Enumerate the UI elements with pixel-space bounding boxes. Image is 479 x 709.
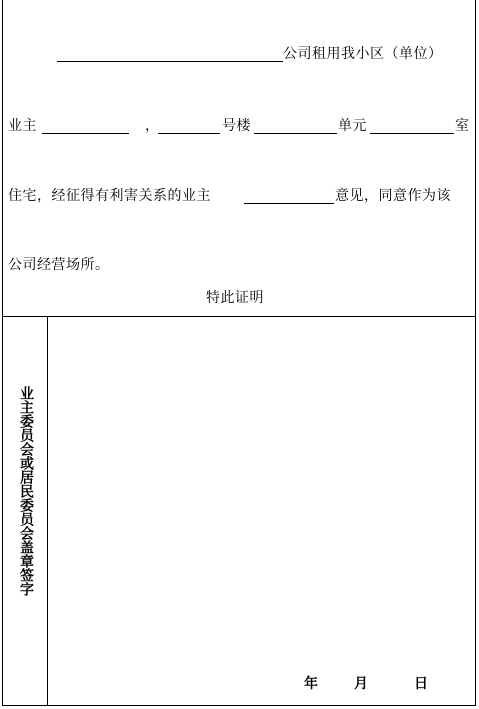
year-label: 年 <box>304 676 318 692</box>
comma-text: ， <box>145 118 160 134</box>
company-name-blank <box>57 61 283 62</box>
table-frame <box>2 0 476 706</box>
building-number-blank <box>158 133 220 134</box>
unit-label: 单元 <box>338 118 367 134</box>
interested-owner-blank <box>244 203 334 204</box>
committee-seal-label: 业主委员会或居民委员会盖章签字 <box>18 386 34 596</box>
row-divider <box>2 316 476 317</box>
line3-tail: 意见，同意作为该 <box>335 188 451 204</box>
building-label: 号楼 <box>222 118 251 134</box>
owner-name-blank <box>42 133 129 134</box>
line1-text: 公司租用我小区（单位） <box>283 46 443 62</box>
room-label: 室 <box>455 118 470 134</box>
line4-text: 公司经营场所。 <box>8 257 110 273</box>
line3-head: 住宅，经征得有利害关系的业主 <box>8 188 211 204</box>
unit-number-blank <box>254 133 337 134</box>
month-label: 月 <box>354 676 368 692</box>
column-divider <box>47 317 48 706</box>
closing-text: 特此证明 <box>206 290 264 306</box>
day-label: 日 <box>414 676 428 692</box>
owner-label: 业主 <box>8 118 37 134</box>
room-number-blank <box>370 133 454 134</box>
